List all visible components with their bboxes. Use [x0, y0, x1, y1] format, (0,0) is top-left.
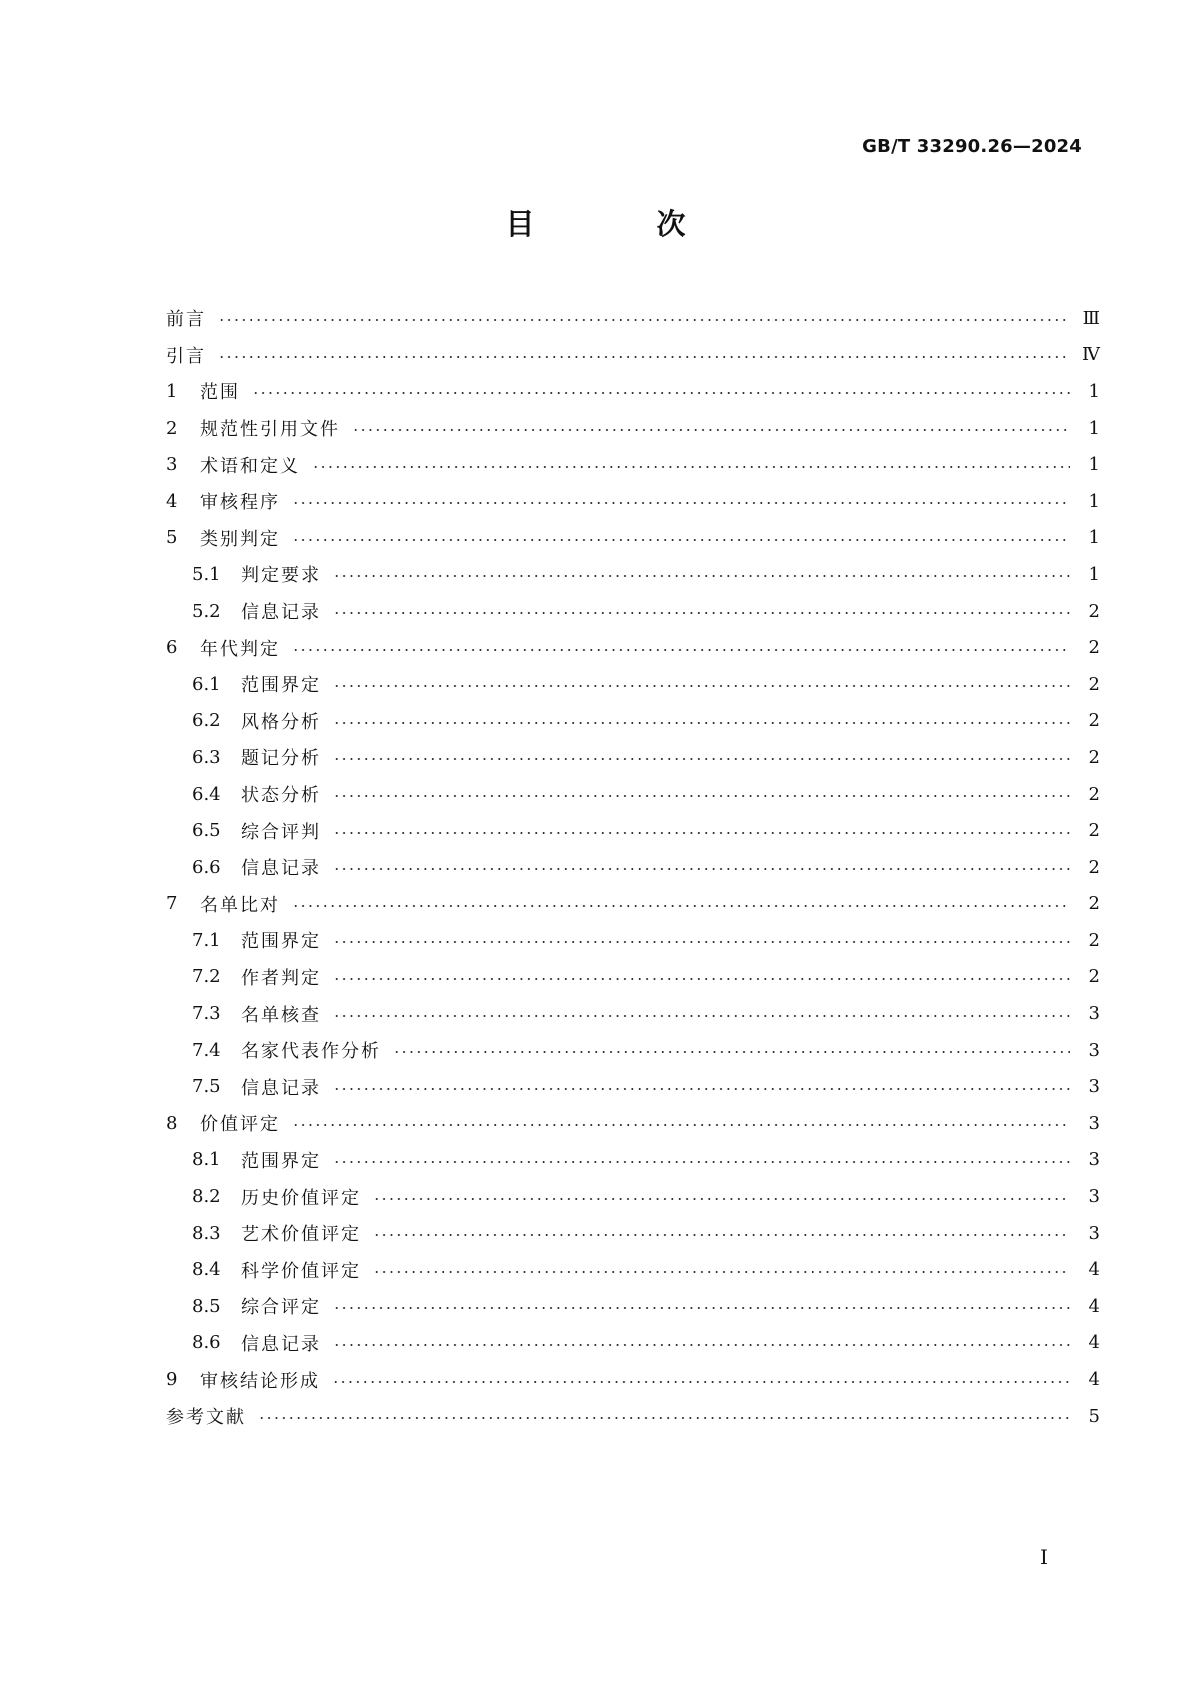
toc-entry-number: 2 — [166, 417, 178, 439]
toc-entry[interactable] — [166, 1398, 1100, 1435]
dot-leader — [292, 1124, 1070, 1126]
toc-entry-label: 历史价值评定 — [241, 1187, 361, 1209]
toc-entry-label: 审核结论形成 — [200, 1370, 320, 1392]
toc-entry-number: 6.2 — [192, 710, 221, 732]
toc-entry-label: 题记分析 — [241, 748, 321, 770]
dot-leader — [333, 832, 1070, 834]
toc-entry-label: 作者判定 — [241, 967, 321, 989]
toc-entry-label: 范围界定 — [241, 931, 321, 953]
toc-entry[interactable] — [166, 1325, 1100, 1362]
dot-leader — [292, 502, 1070, 504]
toc-entry-page: 1 — [1088, 454, 1100, 476]
toc-entry-label: 年代判定 — [200, 638, 280, 660]
toc-entry-page: 2 — [1088, 966, 1100, 988]
dot-leader — [373, 1198, 1070, 1200]
toc-entry-page: 1 — [1088, 490, 1100, 512]
toc-entry-label: 信息记录 — [241, 1333, 321, 1355]
toc-entry-number: 8.5 — [192, 1295, 221, 1317]
dot-leader — [373, 1271, 1070, 1273]
dot-leader — [333, 978, 1070, 980]
toc-entry-page: 3 — [1088, 1222, 1100, 1244]
toc-entry[interactable] — [166, 1178, 1100, 1215]
toc-entry-number: 6.6 — [192, 856, 221, 878]
toc-entry[interactable] — [166, 739, 1100, 776]
toc-entry-label: 名单比对 — [200, 894, 280, 916]
toc-entry-number: 7.5 — [192, 1076, 221, 1098]
dot-leader — [218, 319, 1070, 321]
dot-leader — [333, 722, 1070, 724]
dot-leader — [333, 941, 1070, 943]
dot-leader — [333, 1161, 1070, 1163]
toc-entry[interactable] — [166, 776, 1100, 813]
dot-leader — [333, 1088, 1070, 1090]
toc-entry-page: 1 — [1088, 380, 1100, 402]
toc-entry-page: 3 — [1088, 1039, 1100, 1061]
dot-leader — [292, 649, 1070, 651]
page-title: 目 次 — [505, 207, 742, 241]
toc-entry-page: 5 — [1088, 1405, 1100, 1427]
toc-entry-label: 风格分析 — [241, 711, 321, 733]
dot-leader — [333, 685, 1070, 687]
toc-entry[interactable] — [166, 556, 1100, 593]
toc-entry[interactable] — [166, 629, 1100, 666]
toc-entry-page: 3 — [1088, 1149, 1100, 1171]
toc-entry-number: 7.1 — [192, 929, 221, 951]
toc-entry-number: 7 — [166, 893, 178, 915]
toc-entry[interactable] — [166, 1361, 1100, 1398]
toc-entry-page: Ⅲ — [1082, 307, 1100, 329]
toc-entry-page: 4 — [1088, 1295, 1100, 1317]
dot-leader — [332, 1381, 1070, 1383]
toc-entry[interactable] — [166, 922, 1100, 959]
toc-entry-label: 信息记录 — [241, 858, 321, 880]
toc-entry-page: 2 — [1088, 856, 1100, 878]
page-number: I — [1040, 1545, 1048, 1569]
toc-entry[interactable] — [166, 995, 1100, 1032]
toc-entry-number: 8 — [166, 1112, 178, 1134]
toc-entry[interactable] — [166, 1142, 1100, 1179]
toc-entry-number: 8.6 — [192, 1332, 221, 1354]
toc-entry-label: 规范性引用文件 — [200, 419, 340, 441]
dot-leader — [218, 356, 1070, 358]
toc-entry-page: 1 — [1088, 417, 1100, 439]
toc-entry-page: 2 — [1088, 893, 1100, 915]
toc-entry-number: 8.1 — [192, 1149, 221, 1171]
toc-entry-number: 1 — [166, 380, 178, 402]
toc-entry-label: 综合评判 — [241, 821, 321, 843]
toc-entry-page: 4 — [1088, 1259, 1100, 1281]
toc-entry-label: 名家代表作分析 — [241, 1041, 381, 1063]
toc-entry-page: 1 — [1088, 527, 1100, 549]
toc-entry-number: 6.3 — [192, 746, 221, 768]
toc-entry-label: 参考文献 — [166, 1407, 246, 1429]
toc-entry[interactable] — [166, 1105, 1100, 1142]
toc-entry[interactable] — [166, 1288, 1100, 1325]
toc-entry[interactable] — [166, 959, 1100, 996]
dot-leader — [258, 1417, 1070, 1419]
toc-entry-page: 4 — [1088, 1332, 1100, 1354]
dot-leader — [333, 1307, 1070, 1309]
dot-leader — [333, 758, 1070, 760]
document-code: GB/T 33290.26—2024 — [862, 136, 1082, 157]
toc-entry-label: 范围界定 — [241, 675, 321, 697]
toc-entry-label: 前言 — [166, 309, 206, 331]
toc-entry[interactable] — [166, 446, 1100, 483]
toc-entry-number: 6.1 — [192, 673, 221, 695]
toc-entry-number: 4 — [166, 490, 178, 512]
dot-leader — [292, 905, 1070, 907]
dot-leader — [333, 795, 1070, 797]
toc-entry-label: 艺术价值评定 — [241, 1224, 361, 1246]
toc-entry-page: 2 — [1088, 929, 1100, 951]
dot-leader — [252, 392, 1070, 394]
toc-entry-page: 3 — [1088, 1076, 1100, 1098]
toc-entry[interactable] — [166, 886, 1100, 923]
toc-entry-number: 9 — [166, 1369, 178, 1391]
toc-entry-label: 状态分析 — [241, 785, 321, 807]
toc-entry-label: 判定要求 — [241, 565, 321, 587]
toc-entry-number: 7.2 — [192, 966, 221, 988]
toc-entry[interactable] — [166, 520, 1100, 557]
toc-entry-number: 6.4 — [192, 783, 221, 805]
toc-entry[interactable] — [166, 593, 1100, 630]
toc-entry-page: 2 — [1088, 820, 1100, 842]
dot-leader — [333, 1344, 1070, 1346]
toc-entry-label: 术语和定义 — [200, 455, 300, 477]
toc-entry[interactable] — [166, 1251, 1100, 1288]
toc-entry[interactable] — [166, 300, 1100, 337]
toc-entry-page: 2 — [1088, 710, 1100, 732]
toc-entry-number: 6.5 — [192, 820, 221, 842]
toc-entry[interactable] — [166, 1068, 1100, 1105]
toc-entry-page: 3 — [1088, 1003, 1100, 1025]
toc-entry[interactable] — [166, 1215, 1100, 1252]
dot-leader — [333, 868, 1070, 870]
toc-entry-label: 范围界定 — [241, 1150, 321, 1172]
dot-leader — [373, 1234, 1070, 1236]
toc-entry-number: 7.4 — [192, 1039, 221, 1061]
toc-entry[interactable] — [166, 1032, 1100, 1069]
dot-leader — [333, 612, 1070, 614]
toc-entry-page: 3 — [1088, 1112, 1100, 1134]
toc-entry-label: 综合评定 — [241, 1297, 321, 1319]
toc-entry-label: 信息记录 — [241, 602, 321, 624]
toc-entry-page: 2 — [1088, 673, 1100, 695]
dot-leader — [352, 429, 1070, 431]
dot-leader — [312, 466, 1070, 468]
toc-entry[interactable] — [166, 812, 1100, 849]
toc-entry-number: 5.2 — [192, 600, 221, 622]
toc-entry-page: 2 — [1088, 783, 1100, 805]
toc-entry-number: 8.4 — [192, 1259, 221, 1281]
toc-entry[interactable] — [166, 410, 1100, 447]
toc-entry[interactable] — [166, 483, 1100, 520]
toc-entry-number: 6 — [166, 637, 178, 659]
toc-entry-label: 类别判定 — [200, 528, 280, 550]
toc-entry-label: 范围 — [200, 382, 240, 404]
toc-entry-number: 5.1 — [192, 563, 221, 585]
toc-entry[interactable] — [166, 849, 1100, 886]
toc-entry[interactable] — [166, 373, 1100, 410]
toc-entry-page: 2 — [1088, 746, 1100, 768]
toc-entry-number: 8.2 — [192, 1186, 221, 1208]
toc-entry[interactable] — [166, 666, 1100, 703]
table-of-contents — [166, 300, 1100, 1434]
toc-entry-label: 引言 — [166, 345, 206, 367]
toc-entry-page: 2 — [1088, 637, 1100, 659]
toc-entry-number: 5 — [166, 527, 178, 549]
dot-leader — [333, 575, 1070, 577]
toc-entry-label: 名单核查 — [241, 1004, 321, 1026]
toc-entry-number: 3 — [166, 454, 178, 476]
toc-entry[interactable] — [166, 337, 1100, 374]
toc-entry-label: 审核程序 — [200, 492, 280, 514]
dot-leader — [393, 1051, 1070, 1053]
toc-entry-number: 8.3 — [192, 1222, 221, 1244]
toc-entry-label: 信息记录 — [241, 1077, 321, 1099]
toc-entry-page: 3 — [1088, 1186, 1100, 1208]
toc-entry[interactable] — [166, 703, 1100, 740]
toc-entry-page: 1 — [1088, 563, 1100, 585]
toc-entry-page: Ⅳ — [1082, 344, 1100, 366]
toc-entry-label: 科学价值评定 — [241, 1260, 361, 1282]
dot-leader — [292, 539, 1070, 541]
dot-leader — [333, 1015, 1070, 1017]
toc-entry-page: 4 — [1088, 1369, 1100, 1391]
toc-entry-label: 价值评定 — [200, 1114, 280, 1136]
toc-entry-number: 7.3 — [192, 1003, 221, 1025]
toc-entry-page: 2 — [1088, 600, 1100, 622]
